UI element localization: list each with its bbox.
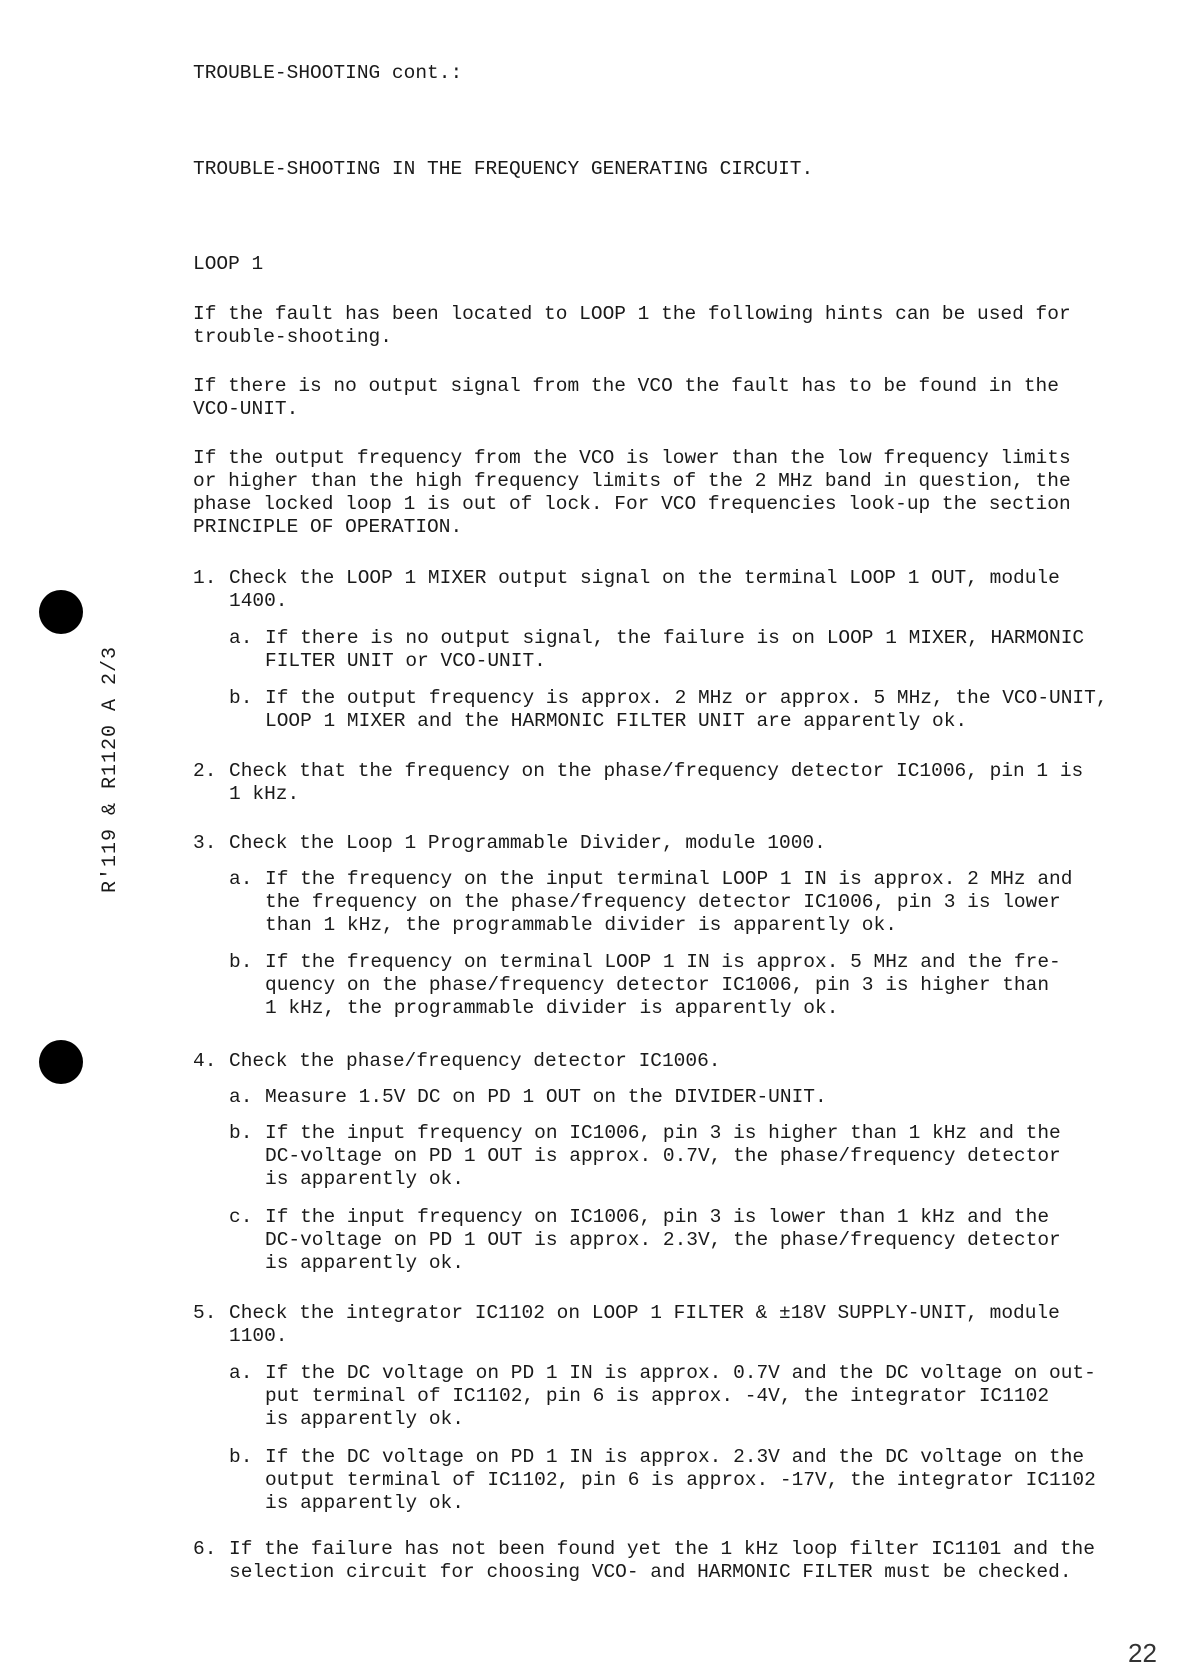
step-number: 3.: [193, 832, 217, 854]
step-number: 2.: [193, 760, 217, 782]
sub-letter: a.: [229, 868, 253, 890]
intro-paragraph: If there is no output signal from the VCO the fault has to be found in the VCO-UNIT.: [193, 375, 1059, 420]
sub-letter: a.: [229, 1362, 253, 1384]
intro-paragraph: If the fault has been located to LOOP 1 the following hints can be used for trouble-shooting.: [193, 303, 1071, 348]
page-number: 22: [1128, 1638, 1157, 1668]
step-text: If the failure has not been found yet the 1 kHz loop filter IC1101 and the selection circuit for choosing VCO- and HARMONIC FILTER must be checked.: [229, 1538, 1095, 1583]
sub-letter: a.: [229, 1086, 253, 1108]
sub-text: If the DC voltage on PD 1 IN is approx. 2.3V and the DC voltage on the output terminal of IC1102, pin 6 is approx. -17V, the integrator IC1102 is apparently ok.: [265, 1446, 1096, 1514]
margin-note: R'119 & R1120 A 2/3: [99, 645, 122, 893]
sub-text: If the frequency on terminal LOOP 1 IN is approx. 5 MHz and the fre- quency on the phase/frequency detector IC1006, pin 3 is higher than 1 kHz, the programmable divider is apparently ok.: [265, 951, 1061, 1019]
sub-letter: a.: [229, 627, 253, 649]
step-number: 4.: [193, 1050, 217, 1072]
sub-text: If the input frequency on IC1006, pin 3 is lower than 1 kHz and the DC-voltage on PD 1 OUT is approx. 2.3V, the phase/frequency detector is apparently ok.: [265, 1206, 1061, 1274]
intro-paragraph: If the output frequency from the VCO is lower than the low frequency limits or higher than the high frequency limits of the 2 MHz band in question, the phase locked loop 1 is out of lock. For VCO frequencies look-up the section PRINCIPLE OF OPERATION.: [193, 447, 1071, 538]
step-text: Check the phase/frequency detector IC1006.: [229, 1050, 721, 1072]
sub-letter: b.: [229, 1122, 253, 1144]
sub-text: If the output frequency is approx. 2 MHz or approx. 5 MHz, the VCO-UNIT, LOOP 1 MIXER and the HARMONIC FILTER UNIT are apparently ok.: [265, 687, 1108, 732]
sub-letter: b.: [229, 1446, 253, 1468]
step-text: Check the integrator IC1102 on LOOP 1 FILTER & ±18V SUPPLY-UNIT, module 1100.: [229, 1302, 1060, 1347]
step-text: Check that the frequency on the phase/frequency detector IC1006, pin 1 is 1 kHz.: [229, 760, 1084, 805]
sub-text: If the frequency on the input terminal LOOP 1 IN is approx. 2 MHz and the frequency on the phase/frequency detector IC1006, pin 3 is lower than 1 kHz, the programmable divider is apparently ok.: [265, 868, 1073, 936]
sub-text: If the DC voltage on PD 1 IN is approx. 0.7V and the DC voltage on out- put terminal of IC1102, pin 6 is approx. -4V, the integrator IC1102 is apparently ok.: [265, 1362, 1096, 1430]
sub-text: Measure 1.5V DC on PD 1 OUT on the DIVIDER-UNIT.: [265, 1086, 827, 1108]
punch-hole-bottom: [39, 1040, 83, 1084]
step-text: Check the LOOP 1 MIXER output signal on the terminal LOOP 1 OUT, module 1400.: [229, 567, 1060, 612]
step-number: 1.: [193, 567, 217, 589]
sub-text: If there is no output signal, the failure is on LOOP 1 MIXER, HARMONIC FILTER UNIT or VCO-UNIT.: [265, 627, 1085, 672]
step-number: 6.: [193, 1538, 217, 1560]
subsection-title: LOOP 1: [193, 253, 264, 275]
step-text: Check the Loop 1 Programmable Divider, module 1000.: [229, 832, 826, 854]
section-title: TROUBLE-SHOOTING IN THE FREQUENCY GENERATING CIRCUIT.: [193, 158, 814, 180]
sub-letter: b.: [229, 951, 253, 973]
sub-letter: b.: [229, 687, 253, 709]
step-number: 5.: [193, 1302, 217, 1324]
header: TROUBLE-SHOOTING cont.:: [193, 62, 463, 84]
punch-hole-top: [39, 590, 83, 634]
sub-text: If the input frequency on IC1006, pin 3 is higher than 1 kHz and the DC-voltage on PD 1 OUT is approx. 0.7V, the phase/frequency detector is apparently ok.: [265, 1122, 1061, 1190]
sub-letter: c.: [229, 1206, 253, 1228]
